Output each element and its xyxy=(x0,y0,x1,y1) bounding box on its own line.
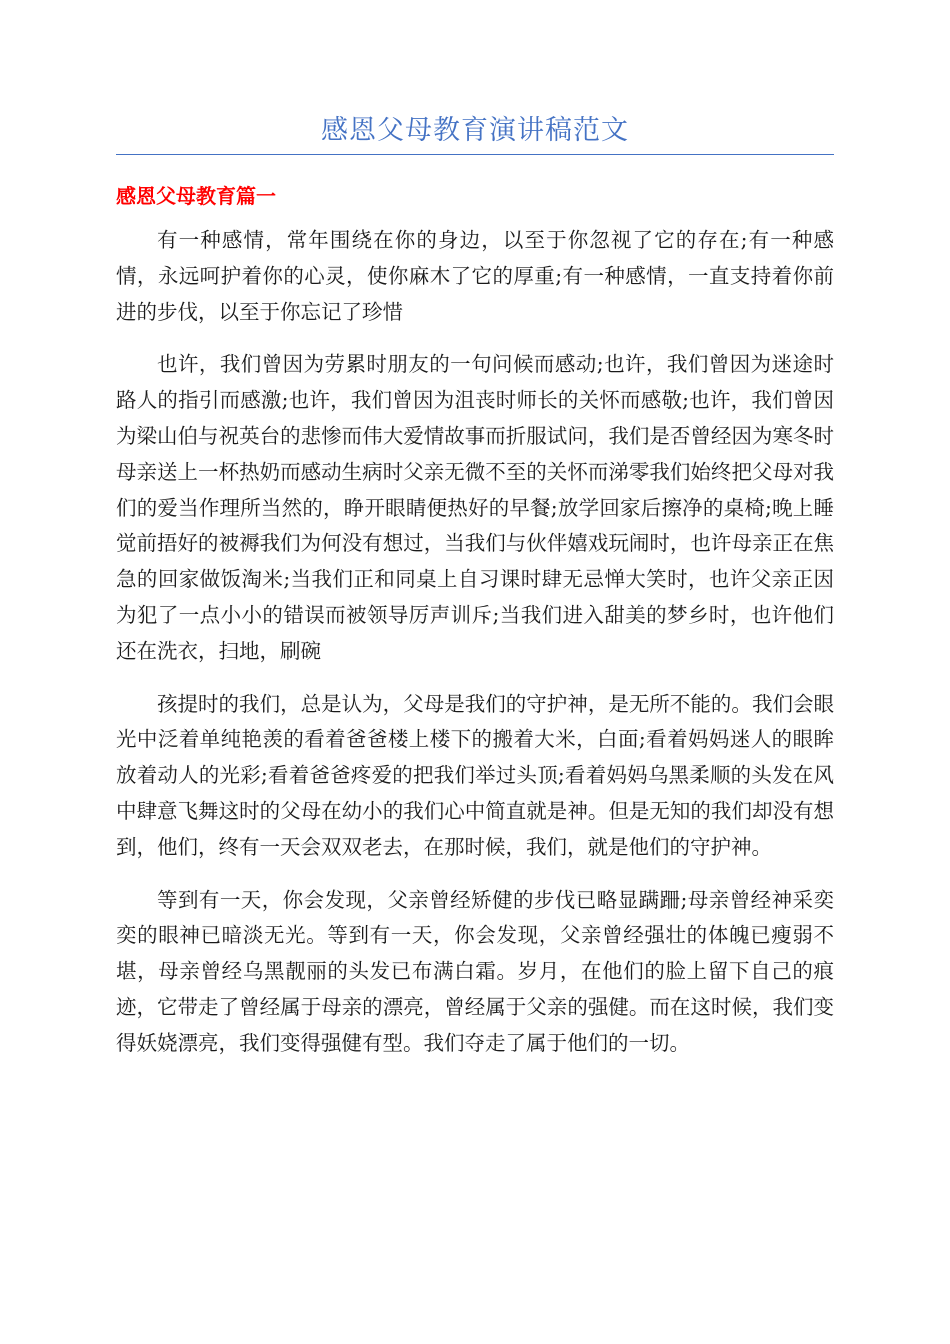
paragraph-2: 也许，我们曾因为劳累时朋友的一句问候而感动;也许，我们曾因为迷途时路人的指引而感激;也许，我们曾因为沮丧时师长的关怀而感敬;也许，我们曾因为梁山伯与祝英台的悲惨而伟大爱情故事而折服试问，我们是否曾经因为寒冬时母亲送上一杯热奶而感动生病时父亲无微不至的关怀而涕零我们始终把父母对我们的爱当作理所当然的，睁开眼睛便热好的早餐;放学回家后擦净的桌椅;晚上睡觉前捂好的被褥我们为何没有想过，当我们与伙伴嬉戏玩闹时，也许母亲正在焦急的回家做饭淘米;当我们正和同桌上自习课时肆无忌惮大笑时，也许父亲正因为犯了一点小小的错误而被领导厉声训斥;当我们进入甜美的梦乡时，也许他们还在洗衣，扫地，刷碗 xyxy=(116,352,834,663)
title-underline xyxy=(116,154,834,155)
paragraph-1: 有一种感情，常年围绕在你的身边，以至于你忽视了它的存在;有一种感情，永远呵护着你的心灵，使你麻木了它的厚重;有一种感情，一直支持着你前进的步伐，以至于你忘记了珍惜 xyxy=(116,228,834,324)
document-title: 感恩父母教育演讲稿范文 xyxy=(321,115,629,146)
paragraph-4: 等到有一天，你会发现，父亲曾经矫健的步伐已略显蹒跚;母亲曾经神采奕奕的眼神已暗淡无光。等到有一天，你会发现，父亲曾经强壮的体魄已瘦弱不堪，母亲曾经乌黑靓丽的头发已布满白霜。岁月，在他们的脸上留下自己的痕迹，它带走了曾经属于母亲的漂亮，曾经属于父亲的强健。而在这时候，我们变得妖娆漂亮，我们变得强健有型。我们夺走了属于他们的一切。 xyxy=(116,887,834,1055)
section-heading: 感恩父母教育篇一 xyxy=(116,184,276,208)
document-body xyxy=(116,223,834,1079)
paragraph-3: 孩提时的我们，总是认为，父母是我们的守护神，是无所不能的。我们会眼光中泛着单纯艳羡的看着爸爸楼上楼下的搬着大米，白面;看着妈妈迷人的眼眸放着动人的光彩;看着爸爸疼爱的把我们举过头顶;看着妈妈乌黑柔顺的头发在风中肆意飞舞这时的父母在幼小的我们心中简直就是神。但是无知的我们却没有想到，他们，终有一天会双双老去，在那时候，我们，就是他们的守护神。 xyxy=(116,691,834,859)
